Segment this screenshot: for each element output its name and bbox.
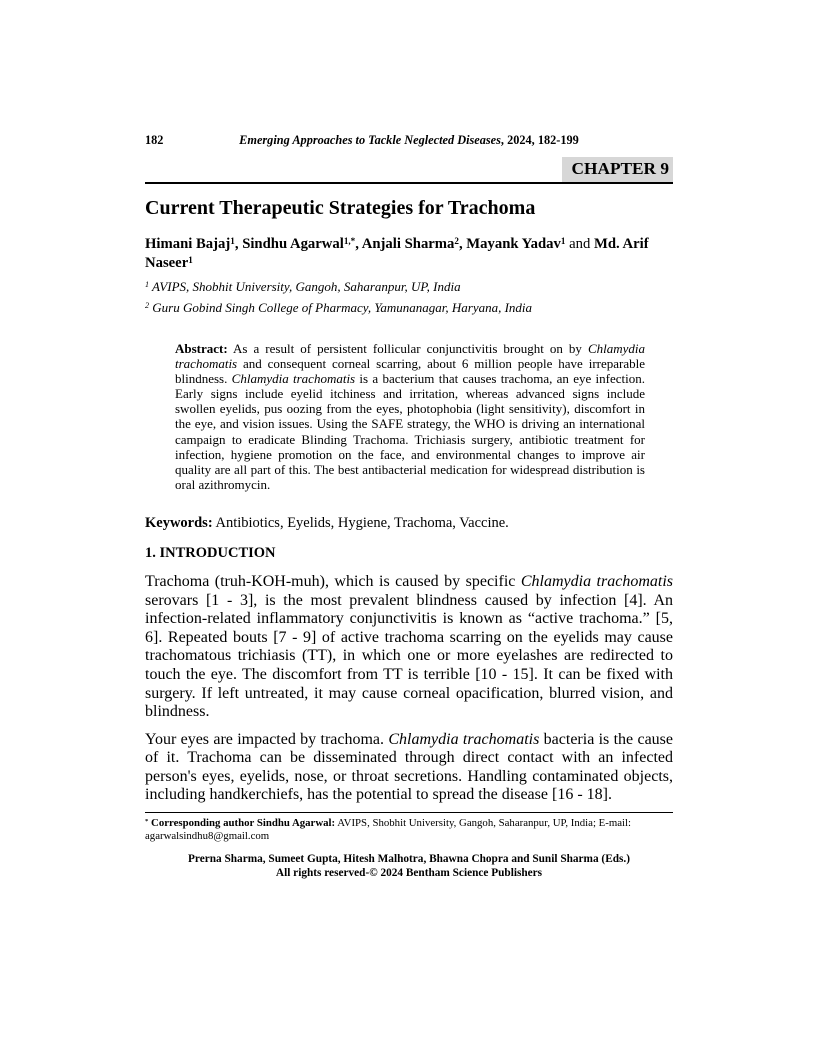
text-segment: bacteria is the cause of it. Trachoma can be disseminated through direct contact with an infected person's eyes, eyelids, nose, or throat secretions. Handling contaminated objects, including handkerchiefs, has the potential to spread the disease [16 - 18].	[145, 730, 674, 804]
running-title	[145, 132, 673, 148]
affiliation-2	[145, 300, 673, 315]
text-segment: *	[145, 818, 149, 826]
affiliation-1	[145, 279, 673, 294]
abstract-paragraph	[175, 341, 645, 492]
text-segment: Emerging Approaches to Tackle Neglected Diseases	[239, 133, 501, 147]
text-segment: AVIPS, Shobhit University, Gangoh, Saharanpur, UP, India	[149, 279, 461, 294]
text-segment: and consequent corneal scarring, about 6 million people have irreparable blindness.	[175, 356, 645, 387]
chapter-badge: CHAPTER 9	[562, 157, 673, 182]
keywords-line	[145, 515, 673, 532]
intro-paragraph-1	[145, 573, 673, 722]
publisher-footer	[145, 853, 673, 880]
page-number: 182	[145, 133, 164, 147]
footnote-divider	[145, 812, 673, 813]
text-segment: Md. Arif Naseer	[145, 236, 649, 271]
text-segment: is a bacterium that causes trachoma, an eye infection. Early signs include eyelid itchiness and irritation, whereas advanced signs include swollen eyelids, pus oozing from the eyes, photophobia (light sensitivity), discomfort in the eye, and vision issues. Using the SAFE strategy, the WHO is driving an international campaign to eradicate Blinding Trachoma. Trichiasis surgery, antibiotic treatment for infection, hygiene promotion on the face, and environmental changes to improve air quality are all part of this. The best antibacterial medication for widespread distribution is oral azithromycin.	[175, 371, 645, 492]
text-segment: 1	[560, 235, 566, 246]
text-segment: As a result of persistent follicular conjunctivitis brought on by	[227, 341, 588, 356]
text-segment: Chlamydia trachomatis	[520, 572, 673, 590]
text-segment: Himani Bajaj	[145, 236, 231, 252]
text-segment: 2	[145, 301, 150, 311]
text-segment: Your eyes are impacted by trachoma.	[145, 730, 389, 748]
chapter-title: Current Therapeutic Strategies for Trachoma	[145, 197, 536, 219]
intro-paragraph-2	[145, 731, 673, 805]
text-segment: Guru Gobind Singh College of Pharmacy, Yamunanagar, Haryana, India	[149, 300, 533, 315]
text-segment: AVIPS, Shobhit University, Gangoh, Saharanpur, UP, India; E-mail: agarwalsindhu8@gmail.com	[145, 817, 632, 843]
text-segment: 1	[145, 280, 150, 290]
text-segment: Chlamydia trachomatis	[388, 730, 540, 748]
text-segment: Anjali Sharma	[361, 236, 455, 252]
text-segment: 1,*	[343, 235, 356, 246]
text-segment: Corresponding author Sindhu Agarwal:	[151, 817, 336, 830]
text-segment: 2	[454, 235, 459, 246]
text-segment: Abstract:	[175, 341, 228, 356]
text-segment: and	[565, 236, 594, 252]
editors-line: Prerna Sharma, Sumeet Gupta, Hitesh Malhotra, Bhawna Chopra and Sunil Sharma (Eds.)	[188, 853, 630, 866]
authors-line	[145, 235, 673, 273]
text-segment: Chlamydia trachomatis	[231, 371, 356, 387]
text-segment: Trachoma (truh-KOH-muh), which is caused by specific	[145, 572, 521, 590]
text-segment: Mayank Yadav	[466, 236, 561, 252]
text-segment: Antibiotics, Eyelids, Hygiene, Trachoma, Vaccine.	[212, 514, 509, 531]
text-segment: serovars [1 - 3], is the most prevalent blindness caused by infection [4]. An infection-related inflammatory conjunctivitis is known as “active trachoma.” [5, 6]. Repeated bouts [7 - 9] of active trachoma scarring on the eyelids may cause trachomatous trichiasis (TT), in which one or more eyelashes are redirected to touch the eye. The discomfort from TT is terrible [10 - 15]. It can be fixed with surgery. If left untreated, it may cause corneal opacification, blurred vision, and blindness.	[145, 591, 673, 721]
copyright-line: All rights reserved-© 2024 Bentham Science Publishers	[275, 866, 543, 879]
text-segment: Sindhu Agarwal	[242, 236, 344, 252]
section-heading-introduction: 1. INTRODUCTION	[145, 544, 276, 561]
text-segment: , 2024, 182-199	[500, 133, 579, 147]
page-header	[145, 132, 673, 148]
text-segment: ,	[355, 236, 362, 252]
text-segment: Keywords:	[145, 514, 213, 531]
text-segment: Chlamydia trachomatis	[175, 341, 645, 372]
chapter-banner	[145, 157, 673, 184]
text-segment: 1	[188, 254, 193, 265]
text-segment: ,	[234, 236, 243, 252]
corresponding-author-footnote	[145, 817, 673, 843]
text-segment: ,	[458, 236, 467, 252]
text-segment: 1	[230, 235, 235, 246]
